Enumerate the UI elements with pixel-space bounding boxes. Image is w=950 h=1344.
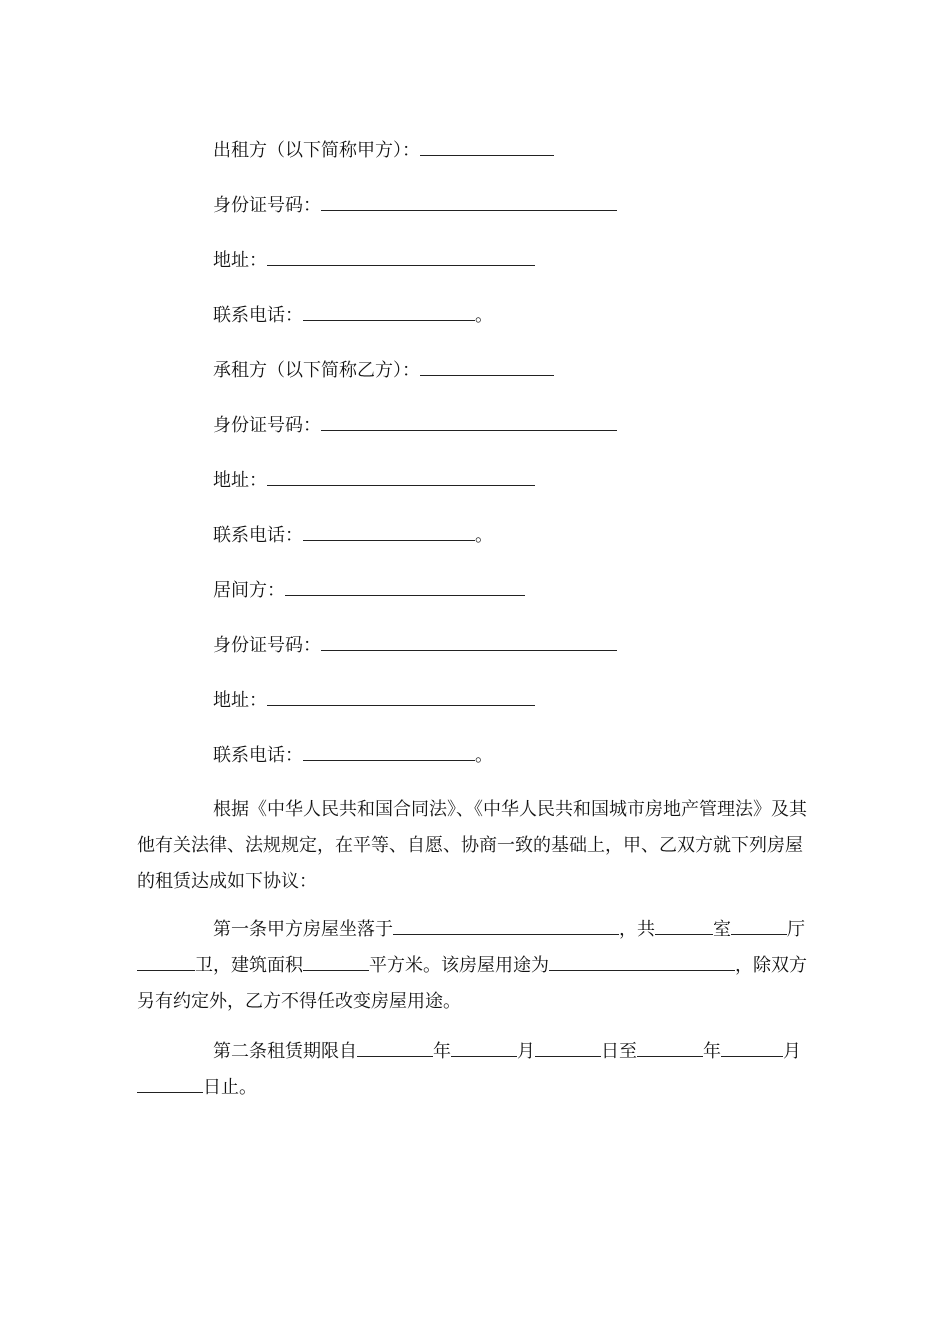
lessee-phone-blank[interactable] — [303, 522, 475, 541]
lessor-address-blank[interactable] — [267, 247, 535, 266]
rooms-blank[interactable] — [655, 916, 713, 935]
lessor-address-line — [213, 247, 535, 273]
agent-address-label: 地址： — [213, 690, 267, 711]
start-month-blank[interactable] — [451, 1038, 517, 1057]
agent-name-blank[interactable] — [285, 577, 525, 596]
lessee-name-line — [213, 357, 554, 383]
lessee-phone-line: 联系电话： 。 — [213, 522, 493, 548]
article-1-paragraph: 第一条甲方房屋坐落于 ，共 室 厅卫，建筑面积 平方米。该房屋用途为 ，除双方另有约定外，乙方不得任改变房屋用途。 — [137, 912, 809, 1020]
article-2-paragraph: 第二条租赁期限自 年 月 日至 年 月日止。 — [137, 1034, 809, 1106]
lessor-name-label: 出租方（以下简称甲方）： — [213, 140, 420, 161]
agent-phone-line: 联系电话： 。 — [213, 742, 493, 768]
lessee-address-line — [213, 467, 535, 493]
lessor-id-blank[interactable] — [321, 192, 617, 211]
agent-address-blank[interactable] — [267, 687, 535, 706]
lessee-phone-label: 联系电话： — [213, 525, 303, 546]
agent-id-label: 身份证号码： — [213, 635, 321, 656]
property-use-blank[interactable] — [549, 952, 735, 971]
lessee-name-label: 承租方（以下简称乙方）： — [213, 360, 420, 381]
property-location-blank[interactable] — [393, 916, 619, 935]
lessor-id-line — [213, 192, 617, 218]
agent-name-line — [213, 577, 525, 603]
end-month-blank[interactable] — [721, 1038, 783, 1057]
agent-name-label: 居间方： — [213, 580, 285, 601]
agent-id-blank[interactable] — [321, 632, 617, 651]
lessee-id-blank[interactable] — [321, 412, 617, 431]
halls-blank[interactable] — [731, 916, 787, 935]
agent-phone-blank[interactable] — [303, 742, 475, 761]
lessor-phone-line: 联系电话： 。 — [213, 302, 493, 328]
preamble-paragraph: 根据《中华人民共和国合同法》、《中华人民共和国城市房地产管理法》及其他有关法律、法规规定，在平等、自愿、协商一致的基础上，甲、乙双方就下列房屋的租赁达成如下协议： — [137, 799, 807, 892]
lessor-address-label: 地址： — [213, 250, 267, 271]
lessee-address-blank[interactable] — [267, 467, 535, 486]
agent-address-line — [213, 687, 535, 713]
agent-id-line — [213, 632, 617, 658]
bathrooms-blank[interactable] — [137, 952, 195, 971]
lessee-address-label: 地址： — [213, 470, 267, 491]
end-day-blank[interactable] — [137, 1074, 203, 1093]
lessor-name-blank[interactable] — [420, 137, 554, 156]
lessor-phone-blank[interactable] — [303, 302, 475, 321]
start-year-blank[interactable] — [357, 1038, 433, 1057]
lessor-phone-label: 联系电话： — [213, 305, 303, 326]
lessee-name-blank[interactable] — [420, 357, 554, 376]
start-day-blank[interactable] — [535, 1038, 601, 1057]
floor-area-blank[interactable] — [303, 952, 369, 971]
lessee-id-line — [213, 412, 617, 438]
end-year-blank[interactable] — [637, 1038, 703, 1057]
lessor-name-line — [213, 137, 554, 163]
lessee-id-label: 身份证号码： — [213, 415, 321, 436]
agent-phone-label: 联系电话： — [213, 745, 303, 766]
lessor-id-label: 身份证号码： — [213, 195, 321, 216]
